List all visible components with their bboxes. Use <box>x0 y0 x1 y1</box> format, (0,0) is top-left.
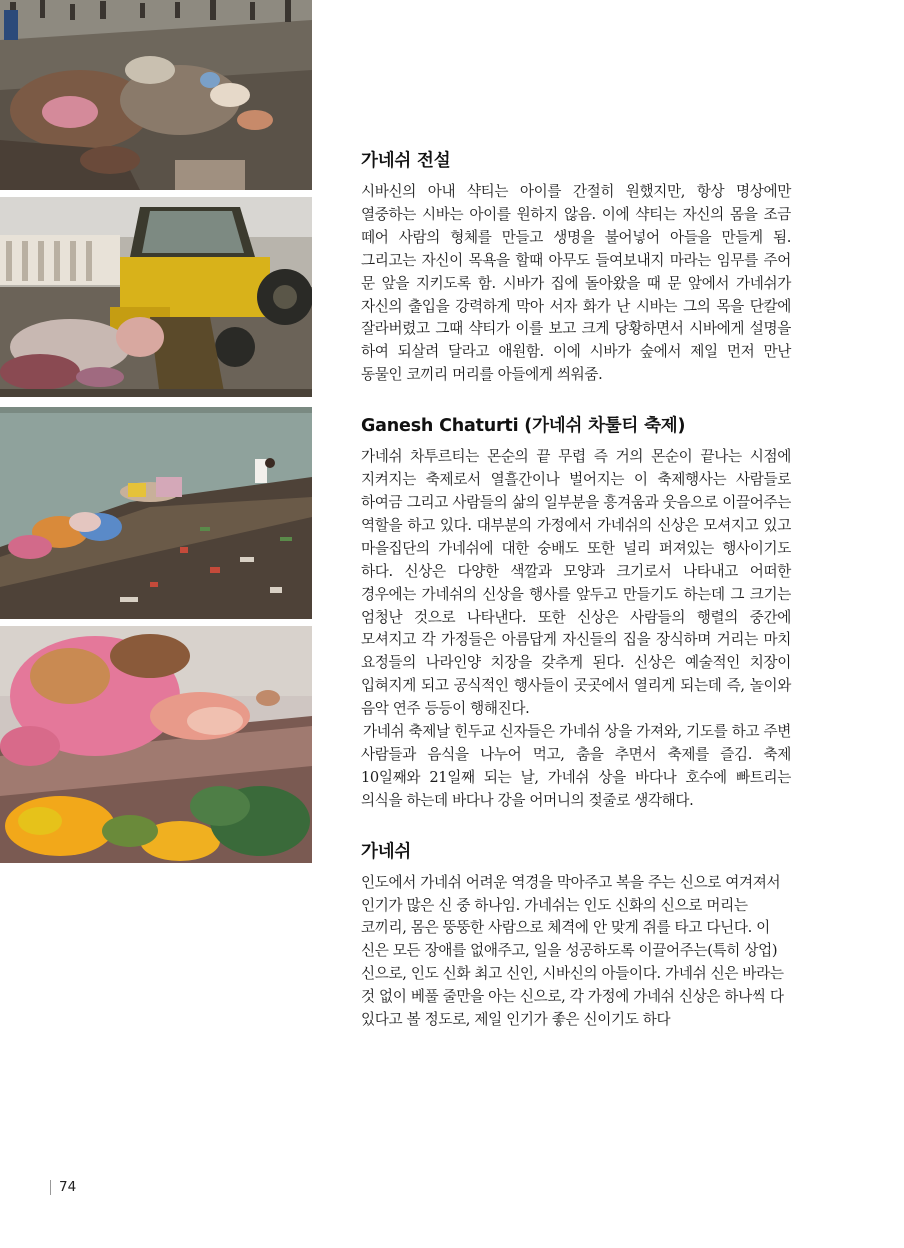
page-number: 74 <box>50 1180 76 1195</box>
festival-paragraph-2: 가네쉬 축제날 힌두교 신자들은 가네쉬 상을 가져와, 기도를 하고 주변 사람들과 음식을 나누어 먹고, 춤을 추면서 축제를 즐김. 축제 10일째와 21일째 되는 날, 가네쉬 상을 바다나 호수에 빠트리는 의식을 하는데 바다나 강을 어머니의 젖줄로 생각해다. <box>361 723 791 809</box>
section-ganesh-chaturti <box>361 412 791 813</box>
excavator-clearing-idols-photo <box>0 197 312 397</box>
festival-paragraph-1: 가네쉬 차투르티는 몬순의 끝 무렵 즉 거의 몬순이 끝나는 시점에 지켜지는 축제로서 열흘간이나 벌어지는 이 축제행사는 사람들로 하여금 그리고 사람들의 삶의 일부분을 흥겨움과 웃음으로 이끌어주는 역할을 하고 있다. 대부분의 가정에서 가네쉬의 신상은 모셔지고 있고 마을집단의 가네쉬에 대한 숭배도 또한 널리 퍼져있는 행사이기도 하다. 신상은 다양한 색깔과 모양과 크기로서 나타내고 어떠한 경우에는 가네쉬의 신상을 행사를 앞두고 만들기도 하는데 그 크기는 엄청난 것으로 나타낸다. 또한 신상은 사람들의 행렬의 중간에 모셔지고 각 가정들은 아름답게 자신들의 집을 장식하며 거리는 마치 요정들의 나라인양 치장을 갖추게 된다. 신상은 예술적인 치장이 입혀지게 되고 공식적인 행사들이 곳곳에서 열리게 되는데 즉, 놀이와 음악 연주 등등이 행해진다. <box>361 448 791 718</box>
section-ganesha <box>361 838 791 1032</box>
section-title-legend: 가네쉬 전설 <box>361 151 451 171</box>
legend-paragraph: 시바신의 아내 샥티는 아이를 간절히 원했지만, 항상 명상에만 열중하는 시바는 아이를 원하지 않음. 이에 샥티는 자신의 몸을 조금 떼어 사람의 형체를 만들고 생명을 불어넣어 아들을 만들게 됨. 그리고는 자신이 목욕을 할때 아무도 들여보내지 마라는 임무를 주어 문 앞을 지키도록 함. 시바가 집에 돌아왔을 때 문 앞에서 가네쉬가 자신의 출입을 강력하게 막아 서자 화가 난 시바는 그의 목을 단칼에 잘라버렸고 그때 샥티가 이를 보고 크게 당황하면서 시바에게 설명을 하여 되살려 달라고 애원함. 이에 시바가 숲에서 제일 먼저 만난 동물인 코끼리 머리를 아들에게 씌워줌. <box>361 183 791 384</box>
immersion-debris-beach-photo <box>0 0 312 190</box>
ganesha-paragraph: 인도에서 가네쉬 어려운 역경을 막아주고 복을 주는 신으로 여겨져서 인기가 많은 신 중 하나임. 가네쉬는 인도 신화의 신으로 머리는 코끼리, 몸은 뚱뚱한 사람으로 체격에 안 맞게 쥐를 타고 다닌다. 이 신은 모든 장애를 없애주고, 일을 성공하도록 이끌어주는(특히 상업) 신으로, 인도 신화 최고 신인, 시바신의 아들이다. 가네쉬 신은 바라는 것 없이 베풀 줄만을 아는 신으로, 각 가정에 가네쉬 신상은 하나씩 다 있다고 볼 정도로, 제일 인기가 좋은 신이기도 하다 <box>361 873 784 1029</box>
section-title-ganesha: 가네쉬 <box>361 841 412 862</box>
section-title-festival: Ganesh Chaturti (가네쉬 차툴티 축제) <box>361 416 686 437</box>
article-text-column <box>361 140 791 1032</box>
pink-ganesha-idol-on-shore-photo <box>0 626 312 863</box>
idols-on-riverbank-photo <box>0 407 312 619</box>
section-ganesha-legend <box>361 147 791 387</box>
